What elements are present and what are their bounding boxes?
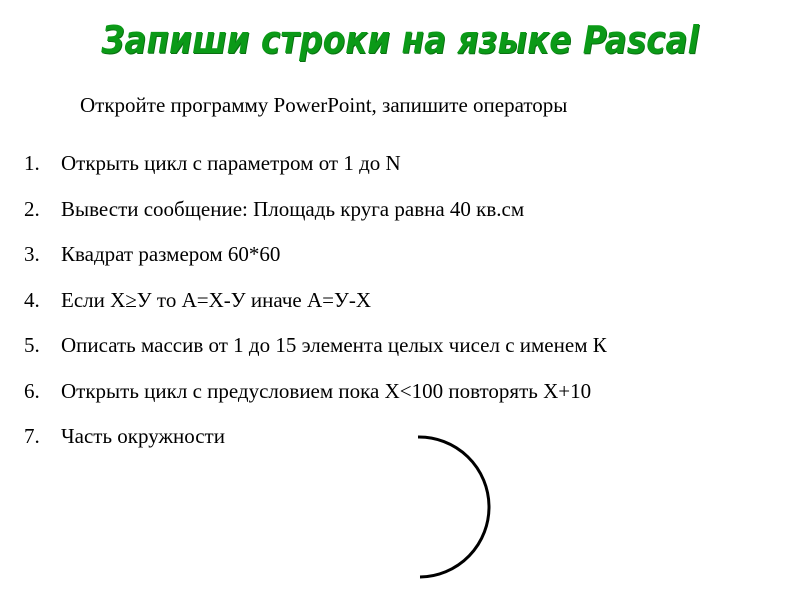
task-item-7 bbox=[24, 421, 607, 467]
task-number: 2. bbox=[24, 196, 40, 221]
circle-arc bbox=[405, 430, 505, 590]
slide-title: Запиши строки на языке Pascal bbox=[101, 18, 699, 62]
task-item-1 bbox=[24, 148, 607, 194]
task-item-3 bbox=[24, 239, 607, 285]
slide-subtitle: Откройте программу PowerPoint, запишите операторы bbox=[80, 93, 568, 117]
task-number: 4. bbox=[24, 287, 40, 312]
task-text: Часть окружности bbox=[61, 424, 225, 448]
task-text: Вывести сообщение: Площадь круга равна 40 кв.см bbox=[61, 196, 525, 221]
task-number: 7. bbox=[24, 424, 40, 448]
task-text: Открыть цикл с параметром от 1 до N bbox=[61, 151, 401, 175]
task-text: Описать массив от 1 до 15 элемента целых чисел с именем К bbox=[61, 333, 607, 357]
task-item-6 bbox=[24, 376, 607, 422]
task-item-2 bbox=[24, 194, 607, 240]
task-text: Если X≥У то А=Х-У иначе А=У-Х bbox=[61, 287, 371, 312]
task-number: 5. bbox=[24, 333, 40, 357]
task-item-5 bbox=[24, 330, 607, 376]
task-list bbox=[24, 148, 607, 467]
arc-path bbox=[418, 437, 489, 577]
task-item-4 bbox=[24, 285, 607, 331]
task-number: 6. bbox=[24, 378, 40, 403]
task-number: 1. bbox=[24, 151, 40, 175]
task-number: 3. bbox=[24, 242, 40, 266]
task-text: Открыть цикл с предусловием пока Х<100 повторять Х+10 bbox=[61, 378, 592, 403]
task-text: Квадрат размером 60*60 bbox=[61, 242, 281, 266]
